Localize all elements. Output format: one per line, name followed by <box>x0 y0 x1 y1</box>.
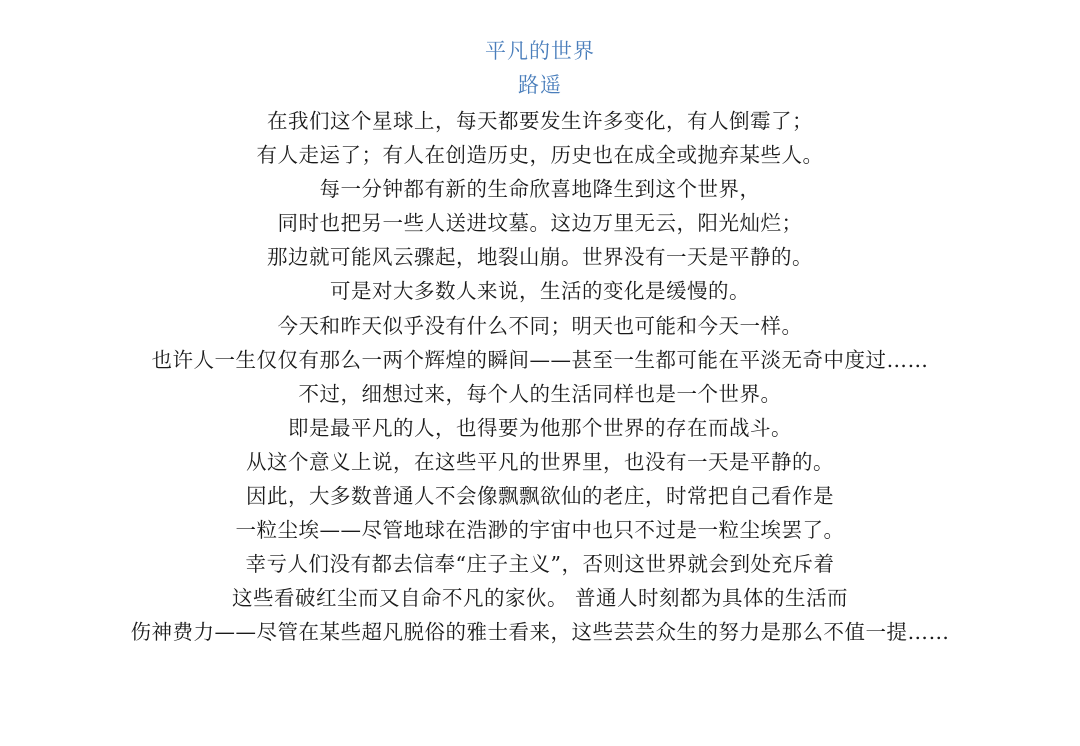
text-line: 伤神费力——尽管在某些超凡脱俗的雅士看来，这些芸芸众生的努力是那么不值一提…… <box>130 620 950 645</box>
text-line: 一粒尘埃——尽管地球在浩渺的宇宙中也只不过是一粒尘埃罢了。 <box>235 518 845 543</box>
text-line: 可是对大多数人来说，生活的变化是缓慢的。 <box>330 279 750 304</box>
text-line: 幸亏人们没有都去信奉“庄子主义”，否则这世界就会到处充斥着 <box>245 552 835 577</box>
text-line: 也许人一生仅仅有那么一两个辉煌的瞬间——甚至一生都可能在平淡无奇中度过…… <box>151 347 929 372</box>
document-title: 平凡的世界 <box>485 39 595 63</box>
text-line: 那边就可能风云骤起，地裂山崩。世界没有一天是平静的。 <box>267 245 813 270</box>
text-line: 不过，细想过来，每个人的生活同样也是一个世界。 <box>298 381 782 406</box>
poem-body <box>0 104 1080 650</box>
document-author: 路遥 <box>518 73 562 97</box>
text-line: 同时也把另一些人送进坟墓。这边万里无云，阳光灿烂； <box>277 211 803 236</box>
text-line: 今天和昨天似乎没有什么不同；明天也可能和今天一样。 <box>277 313 803 338</box>
text-line: 因此，大多数普通人不会像飘飘欲仙的老庄，时常把自己看作是 <box>246 484 834 509</box>
text-line: 即是最平凡的人，也得要为他那个世界的存在而战斗。 <box>288 415 792 440</box>
text-line: 有人走运了；有人在创造历史，历史也在成全或抛弃某些人。 <box>256 143 824 168</box>
text-line: 在我们这个星球上，每天都要发生许多变化，有人倒霉了； <box>267 109 813 133</box>
text-line: 从这个意义上说，在这些平凡的世界里，也没有一天是平静的。 <box>246 449 834 474</box>
text-line: 每一分钟都有新的生命欣喜地降生到这个世界， <box>319 177 761 202</box>
text-line: 这些看破红尘而又自命不凡的家伙。 普通人时刻都为具体的生活而 <box>231 586 848 611</box>
